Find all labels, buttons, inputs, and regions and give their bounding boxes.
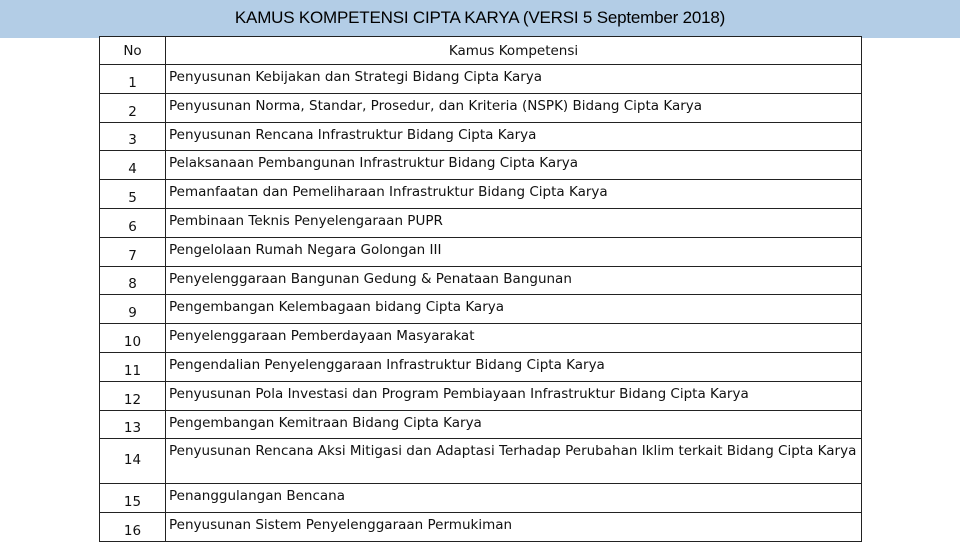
competency-name: Penyusunan Kebijakan dan Strategi Bidang Cipta Karya <box>166 65 862 94</box>
row-number: 9 <box>100 295 166 324</box>
competency-name: Pelaksanaan Pembangunan Infrastruktur Bidang Cipta Karya <box>166 151 862 180</box>
header-kompetensi: Kamus Kompetensi <box>166 37 862 65</box>
row-number: 14 <box>100 439 166 484</box>
page-title: KAMUS KOMPETENSI CIPTA KARYA (VERSI 5 September 2018) <box>234 8 726 27</box>
table-row <box>100 122 862 151</box>
competency-name: Penyusunan Pola Investasi dan Program Pembiayaan Infrastruktur Bidang Cipta Karya <box>166 381 862 410</box>
table-row <box>100 208 862 237</box>
competency-name: Pengembangan Kemitraan Bidang Cipta Karya <box>166 410 862 439</box>
row-number: 3 <box>100 122 166 151</box>
row-number: 4 <box>100 151 166 180</box>
table-header-row <box>100 37 862 65</box>
row-number: 2 <box>100 93 166 122</box>
row-number: 13 <box>100 410 166 439</box>
table-row <box>100 151 862 180</box>
row-number: 8 <box>100 266 166 295</box>
competency-name: Pemanfaatan dan Pemeliharaan Infrastruktur Bidang Cipta Karya <box>166 180 862 209</box>
row-number: 12 <box>100 381 166 410</box>
table-row <box>100 484 862 513</box>
competency-name: Pengelolaan Rumah Negara Golongan III <box>166 237 862 266</box>
table-row <box>100 266 862 295</box>
table-row <box>100 513 862 542</box>
row-number: 15 <box>100 484 166 513</box>
table-row <box>100 410 862 439</box>
competency-name: Penyusunan Norma, Standar, Prosedur, dan Kriteria (NSPK) Bidang Cipta Karya <box>166 93 862 122</box>
table-row <box>100 295 862 324</box>
table-row <box>100 180 862 209</box>
row-number: 6 <box>100 208 166 237</box>
table-row <box>100 381 862 410</box>
table-row <box>100 352 862 381</box>
competency-name: Penyusunan Rencana Aksi Mitigasi dan Adaptasi Terhadap Perubahan Iklim terkait Bidang Cipta Karya <box>166 439 862 484</box>
competency-name: Pengendalian Penyelenggaraan Infrastruktur Bidang Cipta Karya <box>166 352 862 381</box>
row-number: 16 <box>100 513 166 542</box>
competency-name: Pengembangan Kelembagaan bidang Cipta Karya <box>166 295 862 324</box>
row-number: 10 <box>100 324 166 353</box>
table-row <box>100 65 862 94</box>
table-row <box>100 237 862 266</box>
competency-name: Penanggulangan Bencana <box>166 484 862 513</box>
competency-table <box>99 36 862 542</box>
header-no: No <box>100 37 166 65</box>
table-row <box>100 439 862 484</box>
row-number: 7 <box>100 237 166 266</box>
row-number: 1 <box>100 65 166 94</box>
competency-name: Penyusunan Rencana Infrastruktur Bidang Cipta Karya <box>166 122 862 151</box>
row-number: 5 <box>100 180 166 209</box>
table-row <box>100 324 862 353</box>
table-row <box>100 93 862 122</box>
row-number: 11 <box>100 352 166 381</box>
competency-name: Penyusunan Sistem Penyelenggaraan Permukiman <box>166 513 862 542</box>
competency-name: Penyelenggaraan Bangunan Gedung & Penataan Bangunan <box>166 266 862 295</box>
competency-name: Penyelenggaraan Pemberdayaan Masyarakat <box>166 324 862 353</box>
competency-name: Pembinaan Teknis Penyelengaraan PUPR <box>166 208 862 237</box>
